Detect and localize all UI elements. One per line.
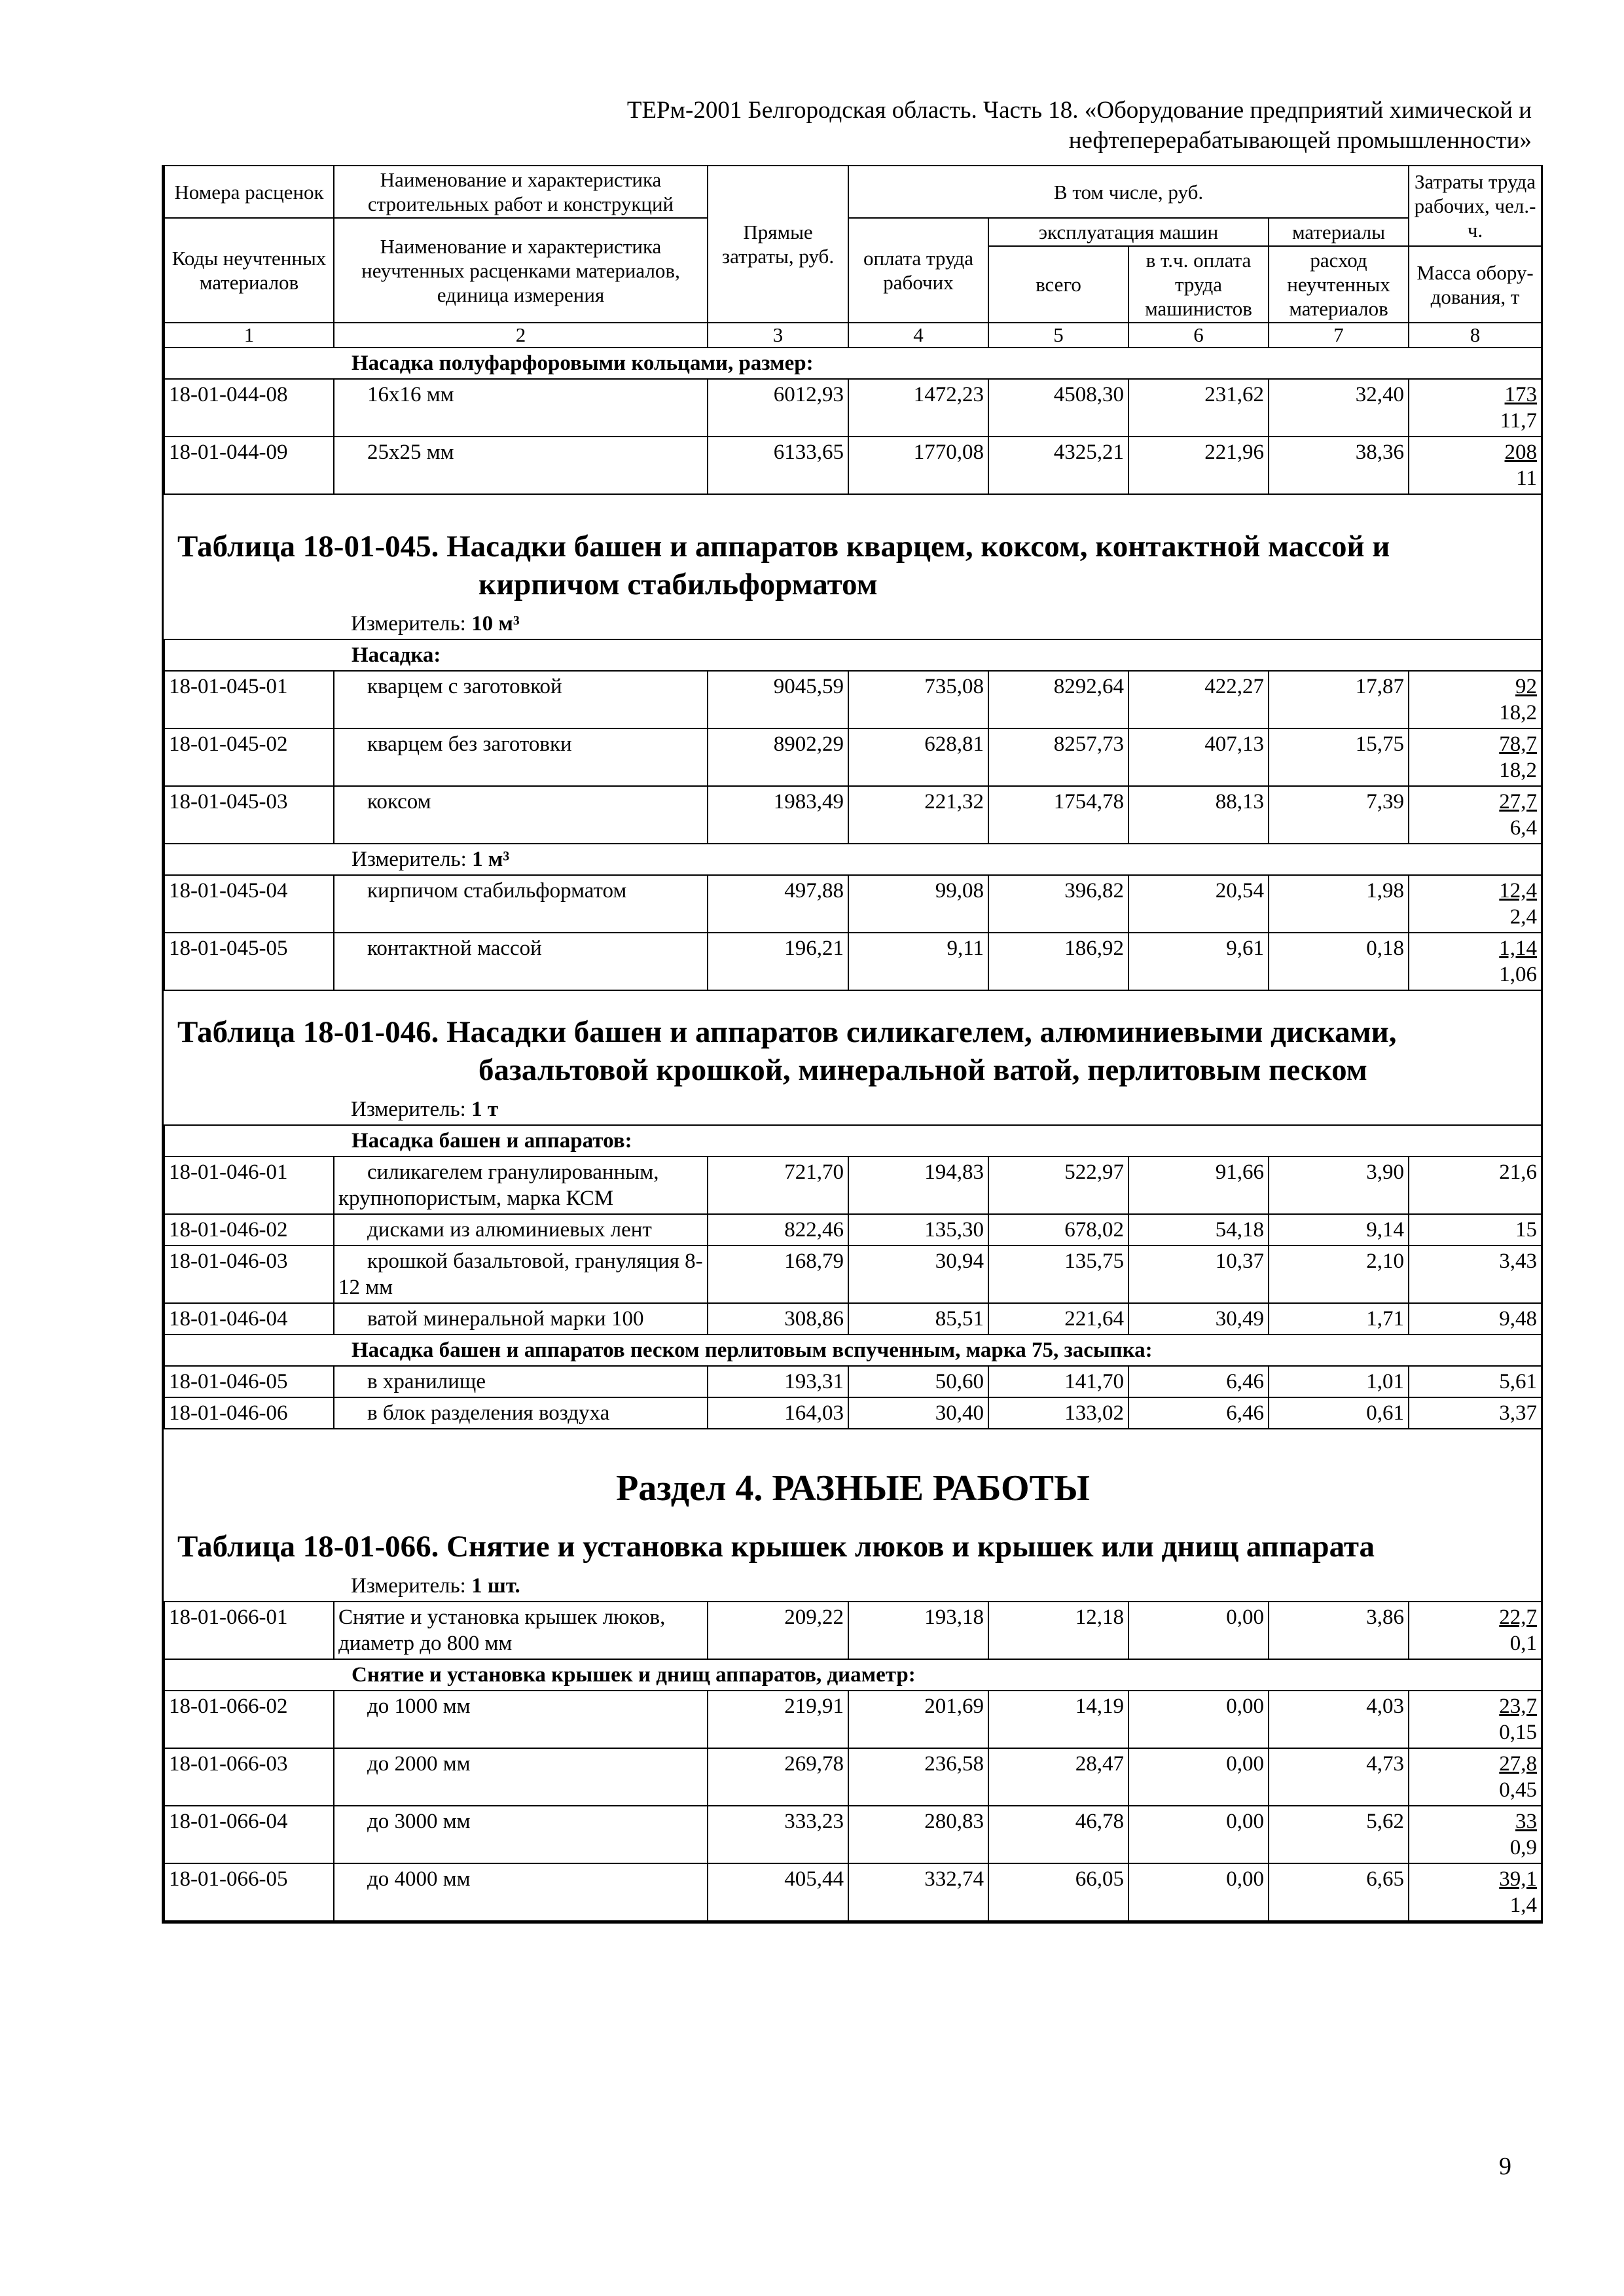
rate-code: 18-01-046-05 bbox=[164, 1366, 334, 1397]
machinist-pay: 0,00 bbox=[1128, 1748, 1269, 1806]
rate-code: 18-01-046-01 bbox=[164, 1157, 334, 1214]
materials: 4,03 bbox=[1269, 1691, 1409, 1748]
machines-total: 14,19 bbox=[988, 1691, 1128, 1748]
machines-total: 8292,64 bbox=[988, 671, 1128, 728]
direct-cost: 1983,49 bbox=[708, 786, 848, 844]
table-row bbox=[164, 1397, 1542, 1429]
table-row bbox=[164, 933, 1542, 990]
machines-total: 4325,21 bbox=[988, 437, 1128, 494]
labor-value: 27,8 bbox=[1499, 1752, 1538, 1776]
table-title-line-1: Таблица 18-01-045. Насадки башен и аппаратов кварцем, коксом, контактной массой и bbox=[177, 529, 1390, 564]
col-number: 4 bbox=[848, 323, 988, 348]
labor-mass bbox=[1409, 786, 1542, 844]
labor-value: 78,7 bbox=[1499, 732, 1538, 756]
materials: 6,65 bbox=[1269, 1863, 1409, 1921]
worker-pay: 99,08 bbox=[848, 875, 988, 933]
rate-code: 18-01-045-04 bbox=[164, 875, 334, 933]
machinist-pay: 221,96 bbox=[1128, 437, 1269, 494]
col-header-machines-total: всего bbox=[988, 246, 1128, 323]
rate-code: 18-01-045-01 bbox=[164, 671, 334, 728]
machinist-pay: 0,00 bbox=[1128, 1691, 1269, 1748]
table-row bbox=[164, 1863, 1542, 1921]
machines-total: 12,18 bbox=[988, 1602, 1128, 1659]
labor-mass bbox=[1409, 1691, 1542, 1748]
rate-code: 18-01-046-02 bbox=[164, 1214, 334, 1246]
mass-value: 6,4 bbox=[1509, 816, 1538, 840]
labor-value: 27,7 bbox=[1499, 790, 1538, 814]
table-title-line-2: кирпичом стабильформатом bbox=[478, 567, 878, 601]
header-line-2: нефтеперерабатывающей промышленности» bbox=[1068, 127, 1532, 154]
group-subheading: Снятие и установка крышек и днищ аппаратов, диаметр: bbox=[164, 1659, 1542, 1691]
worker-pay: 735,08 bbox=[848, 671, 988, 728]
materials: 3,90 bbox=[1269, 1157, 1409, 1214]
materials: 38,36 bbox=[1269, 437, 1409, 494]
machines-total: 4508,30 bbox=[988, 379, 1128, 437]
col-header-work-name: Наименование и характеристика строительных работ и конструкций bbox=[334, 166, 708, 218]
worker-pay: 221,32 bbox=[848, 786, 988, 844]
materials: 1,71 bbox=[1269, 1303, 1409, 1335]
table-title bbox=[164, 990, 1542, 1094]
table-row bbox=[164, 671, 1542, 728]
labor-mass bbox=[1409, 671, 1542, 728]
measure-value: 10 м³ bbox=[471, 612, 520, 636]
machinist-pay: 231,62 bbox=[1128, 379, 1269, 437]
worker-pay: 236,58 bbox=[848, 1748, 988, 1806]
machinist-pay: 407,13 bbox=[1128, 728, 1269, 786]
machinist-pay: 0,00 bbox=[1128, 1863, 1269, 1921]
rate-code: 18-01-066-04 bbox=[164, 1806, 334, 1863]
labor-mass bbox=[1409, 1602, 1542, 1659]
col-header-worker-pay: оплата труда рабочих bbox=[848, 218, 988, 323]
mass-value: 0,9 bbox=[1509, 1836, 1538, 1859]
direct-cost: 6012,93 bbox=[708, 379, 848, 437]
work-name: дисками из алюминиевых лент bbox=[334, 1214, 708, 1246]
measure-label: Измеритель: bbox=[351, 1574, 466, 1598]
work-name: коксом bbox=[334, 786, 708, 844]
machinist-pay: 0,00 bbox=[1128, 1806, 1269, 1863]
materials: 1,98 bbox=[1269, 875, 1409, 933]
mass-value: 0,15 bbox=[1499, 1721, 1538, 1744]
col-header-labor: Затраты труда рабочих, чел.-ч. bbox=[1409, 166, 1542, 246]
direct-cost: 308,86 bbox=[708, 1303, 848, 1335]
worker-pay: 30,94 bbox=[848, 1246, 988, 1303]
table-title-line-1: Таблица 18-01-046. Насадки башен и аппаратов силикагелем, алюминиевыми дисками, bbox=[177, 1015, 1397, 1049]
table-row bbox=[164, 875, 1542, 933]
rate-code: 18-01-044-09 bbox=[164, 437, 334, 494]
table-row bbox=[164, 1691, 1542, 1748]
labor-mass bbox=[1409, 728, 1542, 786]
labor-value: 3,43 bbox=[1409, 1246, 1542, 1303]
col-header-including: В том числе, руб. bbox=[848, 166, 1409, 218]
work-name: ватой минеральной марки 100 bbox=[334, 1303, 708, 1335]
col-number: 1 bbox=[164, 323, 334, 348]
labor-value: 208 bbox=[1504, 440, 1538, 464]
worker-pay: 193,18 bbox=[848, 1602, 988, 1659]
col-header-machinist-pay: в т.ч. оплата труда машинистов bbox=[1128, 246, 1269, 323]
col-header-direct-costs: Прямые затраты, руб. bbox=[708, 166, 848, 323]
labor-value: 9,48 bbox=[1409, 1303, 1542, 1335]
machinist-pay: 6,46 bbox=[1128, 1366, 1269, 1397]
machinist-pay: 10,37 bbox=[1128, 1246, 1269, 1303]
rate-code: 18-01-046-06 bbox=[164, 1397, 334, 1429]
machinist-pay: 422,27 bbox=[1128, 671, 1269, 728]
table-row bbox=[164, 379, 1542, 437]
worker-pay: 135,30 bbox=[848, 1214, 988, 1246]
worker-pay: 332,74 bbox=[848, 1863, 988, 1921]
direct-cost: 333,23 bbox=[708, 1806, 848, 1863]
direct-cost: 405,44 bbox=[708, 1863, 848, 1921]
table-title: Таблица 18-01-066. Снятие и установка крышек люков и крышек или днищ аппарата bbox=[177, 1530, 1375, 1564]
work-name: силикагелем гранулированным, крупнопористым, марка КСМ bbox=[334, 1157, 708, 1214]
work-name: контактной массой bbox=[334, 933, 708, 990]
work-name: кирпичом стабильформатом bbox=[334, 875, 708, 933]
col-number: 8 bbox=[1409, 323, 1542, 348]
labor-value: 23,7 bbox=[1499, 1695, 1538, 1718]
labor-value: 3,37 bbox=[1409, 1397, 1542, 1429]
machinist-pay: 0,00 bbox=[1128, 1602, 1269, 1659]
measure-unit bbox=[164, 1094, 1542, 1125]
labor-value: 92 bbox=[1515, 675, 1538, 698]
materials: 0,61 bbox=[1269, 1397, 1409, 1429]
worker-pay: 280,83 bbox=[848, 1806, 988, 1863]
labor-value: 1,14 bbox=[1499, 937, 1538, 960]
direct-cost: 822,46 bbox=[708, 1214, 848, 1246]
worker-pay: 85,51 bbox=[848, 1303, 988, 1335]
section-title: Раздел 4. РАЗНЫЕ РАБОТЫ bbox=[164, 1429, 1542, 1521]
table-row bbox=[164, 1246, 1542, 1303]
machines-total: 678,02 bbox=[988, 1214, 1128, 1246]
group-subheading: Насадка полуфарфоровыми кольцами, размер: bbox=[164, 348, 1542, 379]
measure-label: Измеритель: bbox=[351, 612, 466, 636]
col-number: 3 bbox=[708, 323, 848, 348]
worker-pay: 201,69 bbox=[848, 1691, 988, 1748]
table-row bbox=[164, 1806, 1542, 1863]
group-subheading: Насадка: bbox=[164, 639, 1542, 671]
machinist-pay: 91,66 bbox=[1128, 1157, 1269, 1214]
machines-total: 1754,78 bbox=[988, 786, 1128, 844]
mass-value: 18,2 bbox=[1499, 701, 1538, 725]
rate-code: 18-01-046-04 bbox=[164, 1303, 334, 1335]
page-number: 9 bbox=[1499, 2153, 1511, 2180]
direct-cost: 721,70 bbox=[708, 1157, 848, 1214]
measure-value: 1 шт. bbox=[471, 1574, 520, 1598]
worker-pay: 628,81 bbox=[848, 728, 988, 786]
work-name: до 4000 мм bbox=[334, 1863, 708, 1921]
work-name: крошкой базальтовой, грануляция 8-12 мм bbox=[334, 1246, 708, 1303]
table-row bbox=[164, 728, 1542, 786]
labor-value: 22,7 bbox=[1499, 1605, 1538, 1629]
col-header-rate-numbers: Номера расценок bbox=[164, 166, 334, 218]
rate-code: 18-01-066-01 bbox=[164, 1602, 334, 1659]
worker-pay: 1770,08 bbox=[848, 437, 988, 494]
labor-value: 39,1 bbox=[1499, 1867, 1538, 1891]
labor-value: 173 bbox=[1504, 383, 1538, 406]
rate-code: 18-01-066-05 bbox=[164, 1863, 334, 1921]
mass-value: 18,2 bbox=[1499, 759, 1538, 782]
labor-mass bbox=[1409, 1863, 1542, 1921]
rate-code: 18-01-045-03 bbox=[164, 786, 334, 844]
machines-total: 66,05 bbox=[988, 1863, 1128, 1921]
labor-mass bbox=[1409, 1806, 1542, 1863]
machinist-pay: 20,54 bbox=[1128, 875, 1269, 933]
labor-value: 5,61 bbox=[1409, 1366, 1542, 1397]
labor-mass bbox=[1409, 1748, 1542, 1806]
direct-cost: 168,79 bbox=[708, 1246, 848, 1303]
materials: 17,87 bbox=[1269, 671, 1409, 728]
work-name: 25x25 мм bbox=[334, 437, 708, 494]
labor-mass bbox=[1409, 437, 1542, 494]
work-name: до 2000 мм bbox=[334, 1748, 708, 1806]
worker-pay: 9,11 bbox=[848, 933, 988, 990]
worker-pay: 194,83 bbox=[848, 1157, 988, 1214]
labor-mass bbox=[1409, 933, 1542, 990]
mass-value: 0,1 bbox=[1509, 1632, 1538, 1655]
col-header-materials: материалы bbox=[1269, 218, 1409, 246]
machinist-pay: 54,18 bbox=[1128, 1214, 1269, 1246]
mass-value: 2,4 bbox=[1509, 905, 1538, 929]
worker-pay: 30,40 bbox=[848, 1397, 988, 1429]
measure-unit bbox=[164, 1571, 1542, 1602]
measure-unit bbox=[164, 844, 1542, 875]
direct-cost: 9045,59 bbox=[708, 671, 848, 728]
mass-value: 11,7 bbox=[1500, 409, 1538, 433]
col-header-material-name: Наименование и характеристика неучтенных расценками материалов, единица измерения bbox=[334, 218, 708, 323]
rate-code: 18-01-046-03 bbox=[164, 1246, 334, 1303]
page-header bbox=[471, 96, 1532, 156]
direct-cost: 269,78 bbox=[708, 1748, 848, 1806]
labor-mass bbox=[1409, 379, 1542, 437]
mass-value: 11 bbox=[1516, 467, 1538, 490]
labor-value: 33 bbox=[1515, 1810, 1538, 1833]
materials: 32,40 bbox=[1269, 379, 1409, 437]
machines-total: 396,82 bbox=[988, 875, 1128, 933]
table-title bbox=[164, 494, 1542, 609]
rate-code: 18-01-066-03 bbox=[164, 1748, 334, 1806]
machines-total: 141,70 bbox=[988, 1366, 1128, 1397]
table-row bbox=[164, 1602, 1542, 1659]
direct-cost: 6133,65 bbox=[708, 437, 848, 494]
direct-cost: 497,88 bbox=[708, 875, 848, 933]
machines-total: 8257,73 bbox=[988, 728, 1128, 786]
labor-value: 12,4 bbox=[1499, 879, 1538, 903]
measure-unit bbox=[164, 609, 1542, 639]
col-header-mass: Масса обору-дования, т bbox=[1409, 246, 1542, 323]
measure-value: 1 т bbox=[471, 1098, 499, 1121]
col-number: 6 bbox=[1128, 323, 1269, 348]
table-row bbox=[164, 1366, 1542, 1397]
direct-cost: 219,91 bbox=[708, 1691, 848, 1748]
group-subheading: Насадка башен и аппаратов: bbox=[164, 1125, 1542, 1157]
col-number: 5 bbox=[988, 323, 1128, 348]
materials: 0,18 bbox=[1269, 933, 1409, 990]
mass-value: 1,4 bbox=[1509, 1893, 1538, 1917]
work-name: до 3000 мм bbox=[334, 1806, 708, 1863]
work-name: в хранилище bbox=[334, 1366, 708, 1397]
work-name: в блок разделения воздуха bbox=[334, 1397, 708, 1429]
rates-table bbox=[162, 165, 1543, 1924]
col-header-material-codes: Коды неучтенных материалов bbox=[164, 218, 334, 323]
direct-cost: 209,22 bbox=[708, 1602, 848, 1659]
machinist-pay: 30,49 bbox=[1128, 1303, 1269, 1335]
worker-pay: 50,60 bbox=[848, 1366, 988, 1397]
table-row bbox=[164, 1214, 1542, 1246]
measure-label: Измеритель: bbox=[351, 1098, 466, 1121]
rate-code: 18-01-045-02 bbox=[164, 728, 334, 786]
rate-code: 18-01-045-05 bbox=[164, 933, 334, 990]
materials: 3,86 bbox=[1269, 1602, 1409, 1659]
table-row bbox=[164, 1748, 1542, 1806]
work-name: до 1000 мм bbox=[334, 1691, 708, 1748]
materials: 5,62 bbox=[1269, 1806, 1409, 1863]
materials: 4,73 bbox=[1269, 1748, 1409, 1806]
materials: 9,14 bbox=[1269, 1214, 1409, 1246]
labor-mass bbox=[1409, 875, 1542, 933]
table-row bbox=[164, 1303, 1542, 1335]
col-header-material-use: расход неучтенных материалов bbox=[1269, 246, 1409, 323]
worker-pay: 1472,23 bbox=[848, 379, 988, 437]
work-name: Снятие и установка крышек люков, диаметр до 800 мм bbox=[334, 1602, 708, 1659]
materials: 7,39 bbox=[1269, 786, 1409, 844]
table-row bbox=[164, 437, 1542, 494]
machines-total: 46,78 bbox=[988, 1806, 1128, 1863]
machines-total: 133,02 bbox=[988, 1397, 1128, 1429]
machines-total: 28,47 bbox=[988, 1748, 1128, 1806]
machinist-pay: 6,46 bbox=[1128, 1397, 1269, 1429]
work-name: 16x16 мм bbox=[334, 379, 708, 437]
materials: 15,75 bbox=[1269, 728, 1409, 786]
materials: 2,10 bbox=[1269, 1246, 1409, 1303]
table-row bbox=[164, 1157, 1542, 1214]
measure-value: 1 м³ bbox=[472, 848, 510, 871]
mass-value: 1,06 bbox=[1499, 963, 1538, 986]
machinist-pay: 88,13 bbox=[1128, 786, 1269, 844]
direct-cost: 8902,29 bbox=[708, 728, 848, 786]
machines-total: 135,75 bbox=[988, 1246, 1128, 1303]
col-number: 2 bbox=[334, 323, 708, 348]
labor-value: 15 bbox=[1409, 1214, 1542, 1246]
machinist-pay: 9,61 bbox=[1128, 933, 1269, 990]
direct-cost: 193,31 bbox=[708, 1366, 848, 1397]
mass-value: 0,45 bbox=[1499, 1778, 1538, 1802]
direct-cost: 196,21 bbox=[708, 933, 848, 990]
measure-label: Измеритель: bbox=[352, 848, 467, 871]
direct-cost: 164,03 bbox=[708, 1397, 848, 1429]
materials: 1,01 bbox=[1269, 1366, 1409, 1397]
header-line-1: ТЕРм-2001 Белгородская область. Часть 18. «Оборудование предприятий химической и bbox=[626, 97, 1532, 124]
col-number: 7 bbox=[1269, 323, 1409, 348]
machines-total: 186,92 bbox=[988, 933, 1128, 990]
group-subheading: Насадка башен и аппаратов песком перлитовым вспученным, марка 75, засыпка: bbox=[164, 1335, 1542, 1366]
table-row bbox=[164, 786, 1542, 844]
rate-code: 18-01-044-08 bbox=[164, 379, 334, 437]
labor-value: 21,6 bbox=[1409, 1157, 1542, 1214]
rate-code: 18-01-066-02 bbox=[164, 1691, 334, 1748]
machines-total: 522,97 bbox=[988, 1157, 1128, 1214]
table-title-line-2: базальтовой крошкой, минеральной ватой, перлитовым песком bbox=[478, 1053, 1367, 1087]
machines-total: 221,64 bbox=[988, 1303, 1128, 1335]
col-header-machines: эксплуатация машин bbox=[988, 218, 1269, 246]
work-name: кварцем без заготовки bbox=[334, 728, 708, 786]
work-name: кварцем с заготовкой bbox=[334, 671, 708, 728]
